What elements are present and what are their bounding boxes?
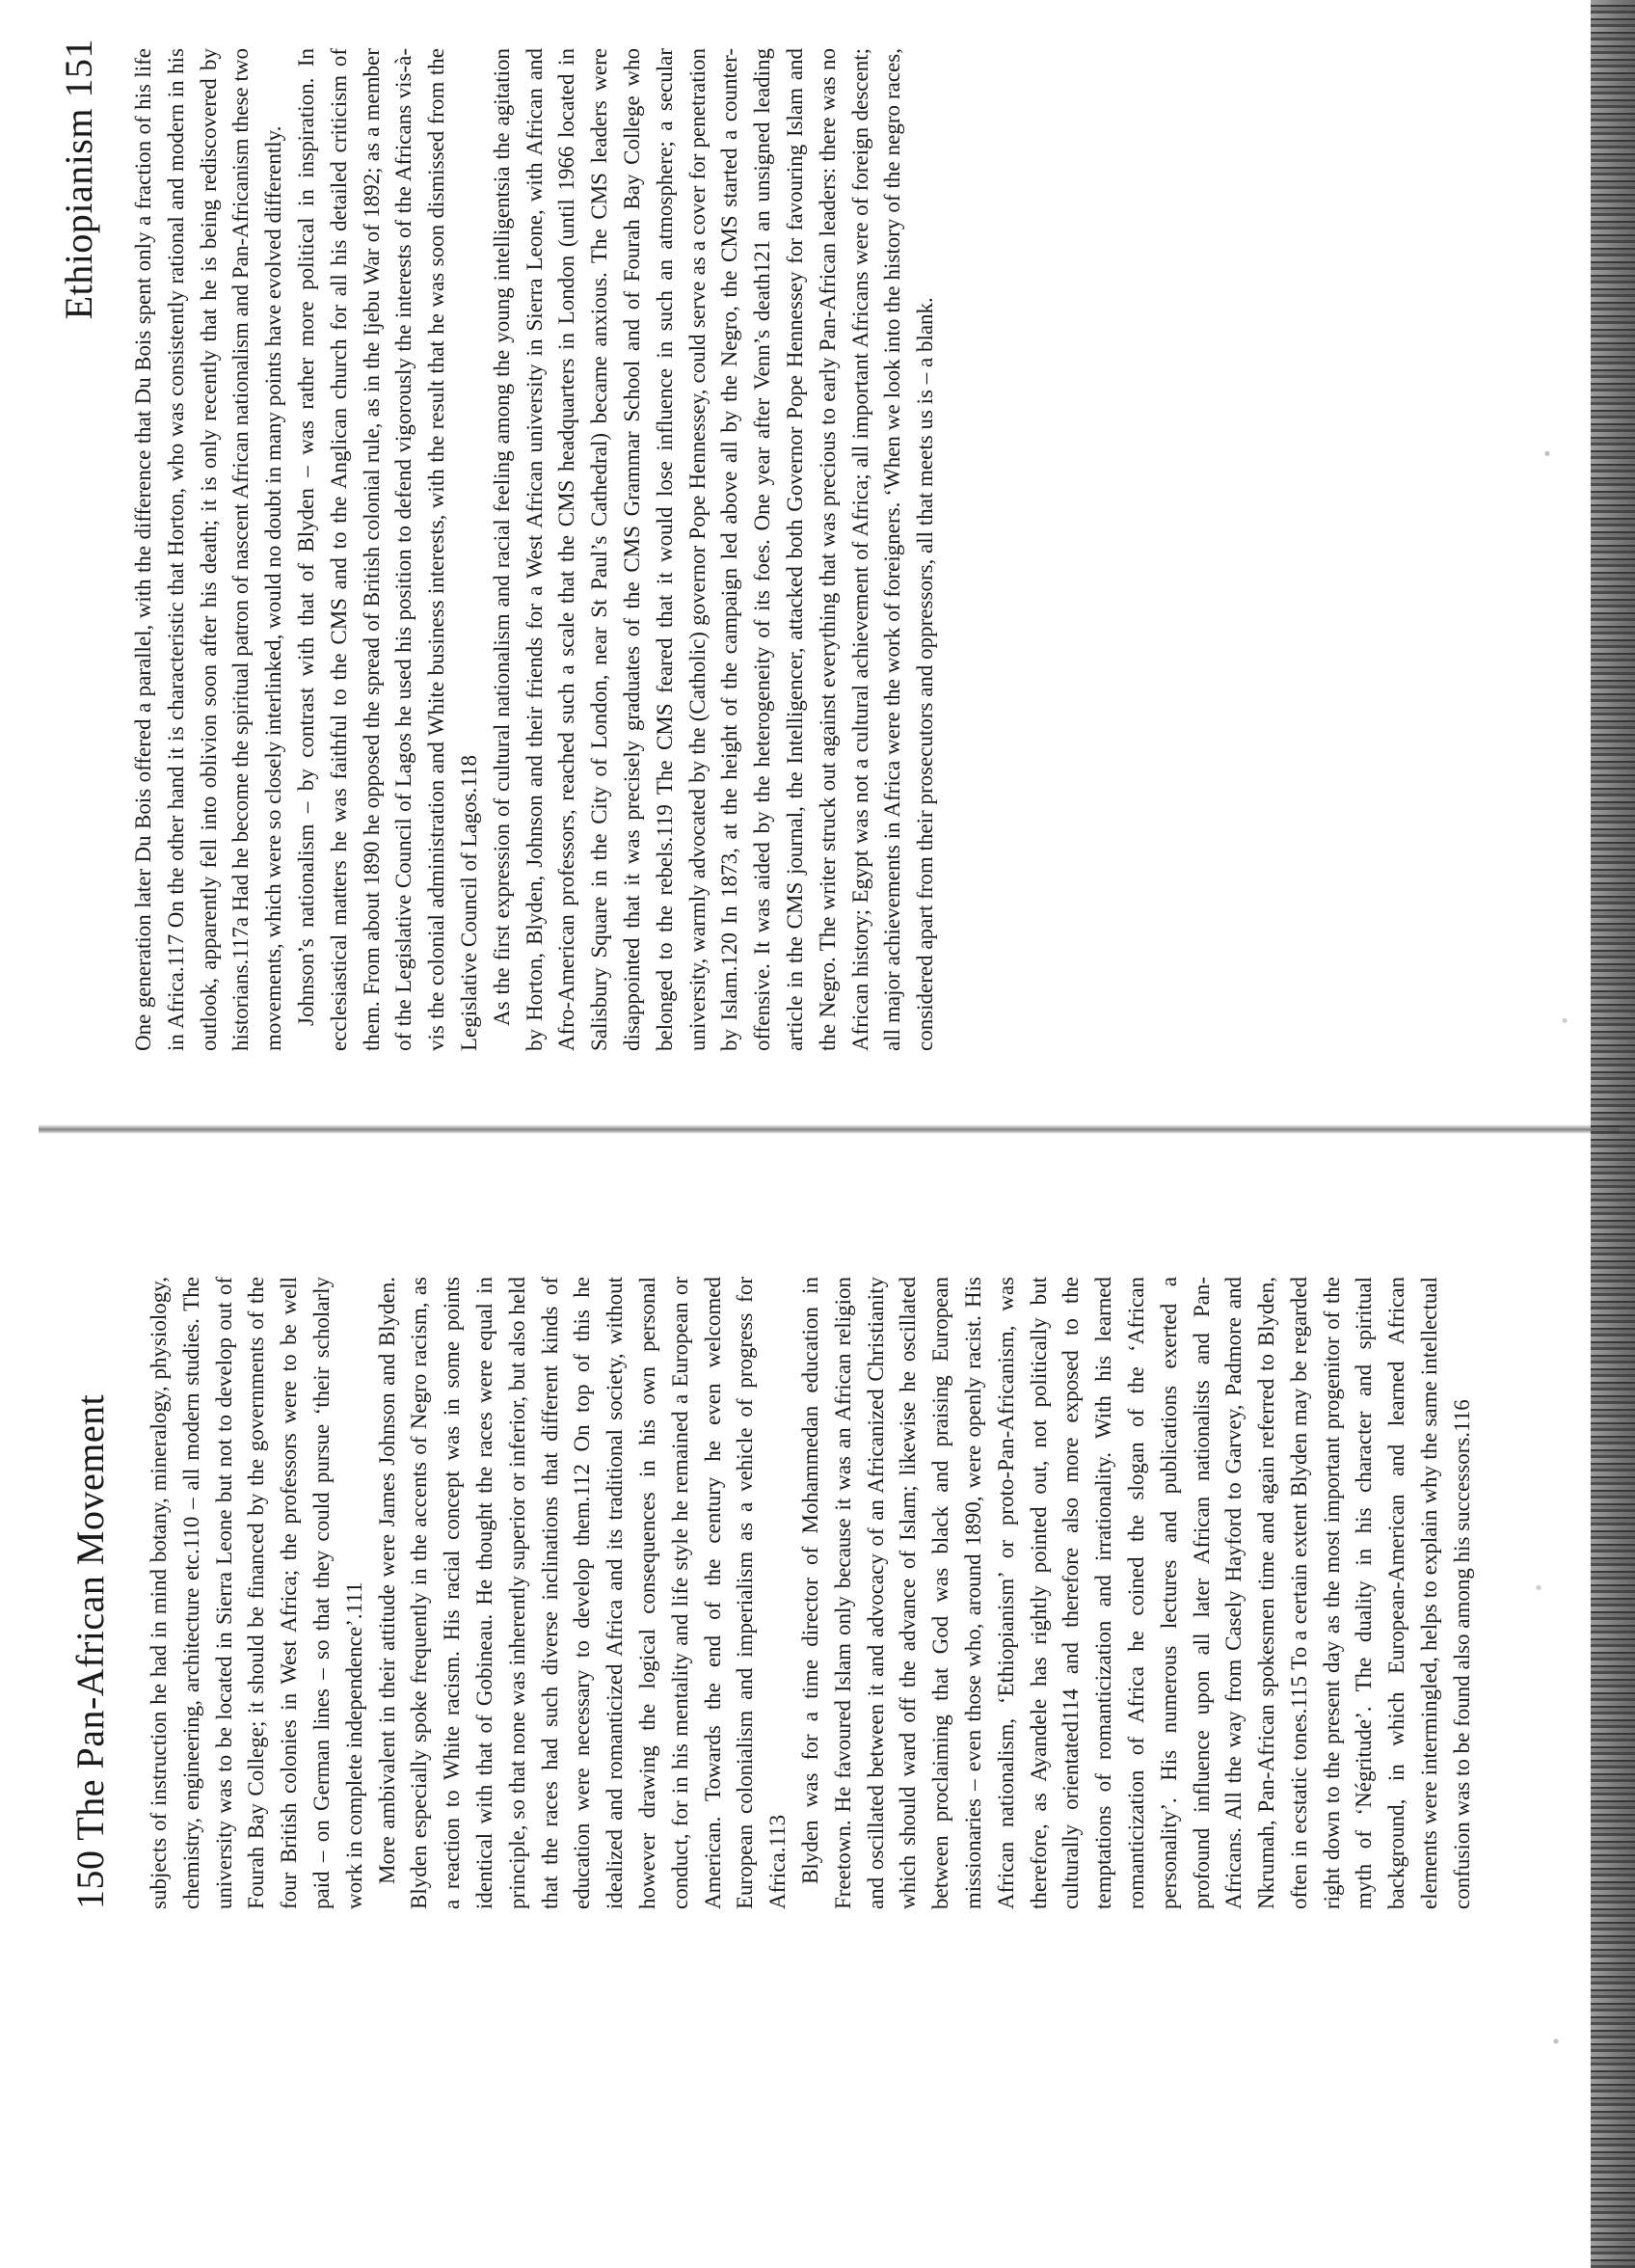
scanner-edge-artifact [1591,0,1635,2268]
left-page-text [143,1277,1479,1909]
right-page [0,0,1635,1111]
paragraph: Johnson’s nationalism – by contrast with that of Blyden – was rather more political in inspiration. In ecclesiastical matters he was faithful to the CMS and to the Anglican church for all his detailed criticism of them. From about 1890 he opposed the spread of British colonial rule, as in the Ijebu War of 1892; as a member of the Legislative Council of Lagos he used his position to defend vigorously the interests of the Africans vis-à-vis the colonial administration and White business interests, with the result that he was soon dismissed from the Legislative Council of Lagos.118 [293,48,481,1051]
paragraph: Blyden was for a time director of Mohammedan education in Freetown. He favoured Islam only because it was an African religion and oscillated between it and advocacy of an Africanized Christianity which should ward off the advance of Islam; likewise he oscillated between proclaiming that God was black and praising European missionaries – even those who, around 1890, were openly racist. His African nationalism, ‘Ethiopianism’ or proto-Pan-Africanism, was therefore, as Ayandele has rightly pointed out, not politically but culturally orientated114 and therefore also more exposed to the temptations of romanticization and irrationality. With his learned romanticization of Africa he coined the slogan of the ‘African personality’. His numerous lectures and publications exerted a profound influence upon all later African nationalists and Pan-Africans. All the way from Casely Hayford to Garvey, Padmore and Nkrumah, Pan-African spokesmen time and again referred to Blyden, often in ecstatic tones.115 To a certain extent Blyden may be regarded right down to the present day as the most important progenitor of the myth of ‘Négritude’. The duality in his character and spiritual background, in which European-American and learned African elements were intermingled, helps to explain why the same intellectual confusion was to be found also among his successors.116 [797,1277,1474,1909]
paragraph: More ambivalent in their attitude were James Johnson and Blyden. Blyden especially spoke frequently in the accents of Negro racism, as a reaction to White racism. His racial concept was in some points identical with that of Gobineau. He thought the races were equal in principle, so that none was inherently superior or inferior, but also held that the races had such diverse inclinations that different kinds of education were necessary to develop them.112 On top of this he idealized and romanticized Africa and its traditional society, without however drawing the logical consequences in his own personal conduct, for in his mentality and life style he remained a European or American. Towards the end of the century he even welcomed European colonialism and imperialism as a vehicle of progress for Africa.113 [374,1277,791,1909]
paragraph: subjects of instruction he had in mind botany, mineralogy, physiology, chemistry, engineering, architecture etc.110 – all modern studies. The university was to be located in Sierra Leone but not to develop out of Fourah Bay College; it should be financed by the governments of the four British colonies in West Africa; the professors were to be well paid – on German lines – so that they could pursue ‘their scholarly work in complete independence’.111 [147,1277,366,1909]
right-page-text [127,48,942,1051]
gutter-shadow [39,1124,1620,1134]
left-page [0,1111,1635,2268]
paragraph: As the first expression of cultural nationalism and racial feeling among the young intelligentsia the agitation by Horton, Blyden, Johnson and their friends for a West African university in Sierra Leone, with African and Afro-American professors, reached such a scale that the CMS headquarters in London (until 1966 located in Salisbury Square in the City of London, near St Paul’s Cathedral) became anxious. The CMS leaders were disappointed that it was precisely graduates of the CMS Grammar School and of Fourah Bay College who belonged to the rebels.119 The CMS feared that it would lose influence in such an atmosphere; a secular university, warmly advocated by the (Catholic) governor Pope Hennessey, could serve as a cover for penetration by Islam.120 In 1873, at the height of the campaign led above all by the Negro, the CMS started a counter-offensive. It was aided by the heterogeneity of its foes. One year after Venn’s death121 an unsigned leading article in the CMS journal, the Intelligencer, attacked both Governor Pope Hennessey for favouring Islam and the Negro. The writer struck out against everything that was precious to early Pan-African leaders: there was no African history; Egypt was not a cultural achievement of Africa; all important Africans were of foreign descent; all major achievements in Africa were the work of foreigners. ‘When we look into the history of the negro races, considered apart from their prosecutors and oppressors, all that meets us is – a blank. [489,48,938,1051]
scan-noise [1504,0,1591,2268]
paragraph: One generation later Du Bois offered a parallel, with the difference that Du Bois spent only a fraction of his life in Africa.117 On the other hand it is characteristic that Horton, who was consistently rational and modern in his outlook, apparently fell into oblivion soon after his death; it is only recently that he is being rediscovered by historians.117a Had he become the spiritual patron of nascent African nationalism and Pan-Africanism these two movements, which were so closely interlinked, would no doubt in many points have evolved differently. [131,48,286,1051]
running-head-right: Ethiopianism 151 [57,39,100,320]
running-head-left: 150 The Pan-African Movement [68,1393,112,1909]
